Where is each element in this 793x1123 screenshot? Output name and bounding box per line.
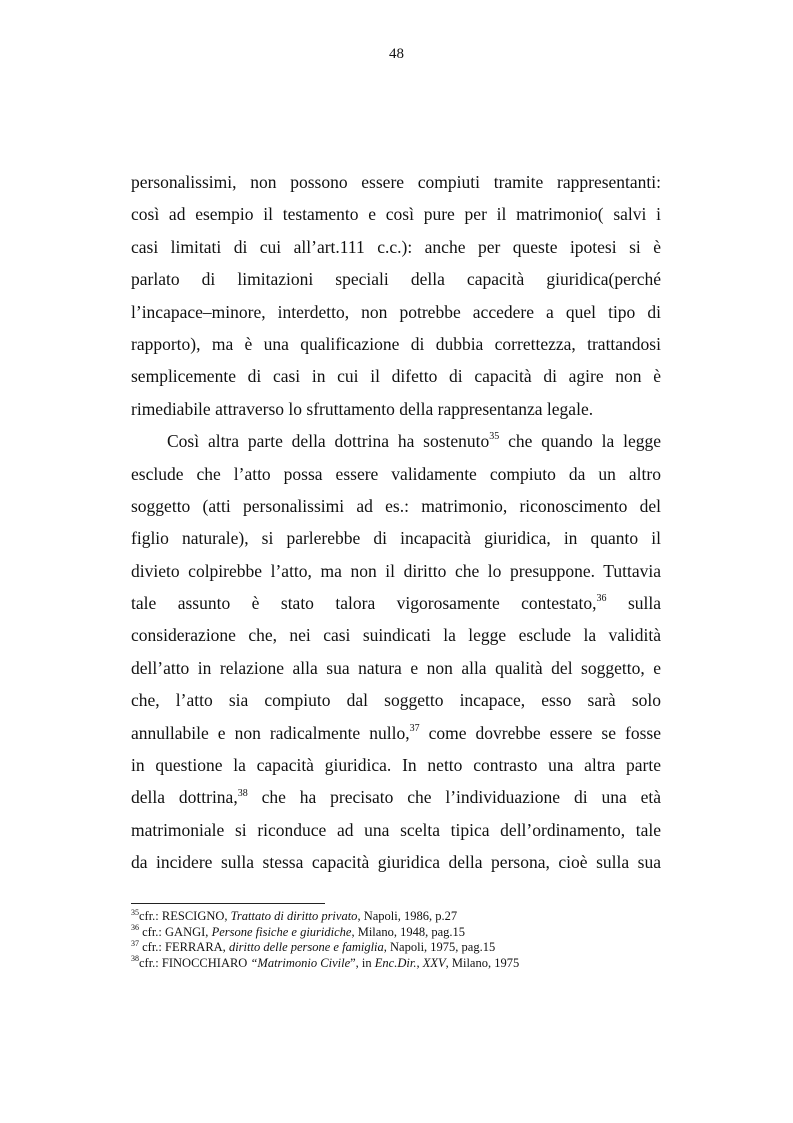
text-line: in questione la capacità giuridica. In netto contrasto una altra parte	[131, 755, 661, 776]
text-line	[131, 587, 661, 619]
text-span: annullabile e non radicalmente nullo,	[131, 722, 410, 743]
text-line: dell’atto in relazione alla sua natura e non alla qualità del soggetto, e	[131, 657, 661, 678]
footnote-text: cfr.: FERRARA,	[139, 940, 229, 954]
text-line: personalissimi, non possono essere compiuti tramite rappresentanti:	[131, 172, 661, 192]
text-line	[131, 425, 661, 457]
footnote-title: Persone fisiche e giuridiche	[211, 924, 352, 939]
text-line: considerazione che, nei casi suindicati la legge esclude la validità	[131, 625, 661, 646]
text-span: che quando la legge	[499, 431, 661, 452]
text-line	[131, 781, 661, 813]
text-line: così ad esempio il testamento e così pure per il matrimonio( salvi i	[131, 204, 661, 225]
text-line	[131, 717, 661, 749]
footnote-number: 37	[131, 938, 139, 948]
footnote-ref[interactable]: 35	[489, 431, 500, 443]
footnote-ref[interactable]: 36	[596, 593, 607, 605]
page-number: 48	[389, 46, 404, 62]
footnote-divider	[131, 903, 325, 904]
text-line: matrimoniale si riconduce ad una scelta tipica dell’ordinamento, tale	[131, 819, 661, 840]
footnote	[131, 956, 671, 972]
footnote-ref[interactable]: 37	[409, 722, 420, 734]
footnote-text: , Milano, 1948, pag.15	[351, 924, 466, 939]
text-line: che, l’atto sia compiuto dal soggetto incapace, esso sarà solo	[131, 690, 661, 711]
footnote-text: cfr.: GANGI,	[139, 924, 212, 939]
footnote-title: Trattato di diritto privato	[230, 909, 358, 923]
text-line: l’incapace–minore, interdetto, non potrebbe accedere a quel tipo di	[131, 301, 661, 322]
footnote-text: cfr.: RESCIGNO,	[139, 909, 231, 923]
text-span: come dovrebbe essere se fosse	[419, 722, 661, 743]
footnote-title: “Matrimonio Civile	[250, 955, 351, 970]
text-line: casi limitati di cui all’art.111 c.c.): anche per queste ipotesi si è	[131, 236, 661, 257]
footnote-title: Enc.Dir., XXV	[374, 955, 446, 970]
text-line: rapporto), ma è una qualificazione di dubbia correttezza, trattandosi	[131, 333, 661, 354]
text-line: esclude che l’atto possa essere validamente compiuto da un altro	[131, 463, 661, 484]
text-line: semplicemente di casi in cui il difetto di capacità di agire non è	[131, 366, 661, 387]
text-span: tale assunto è stato talora vigorosamente contestato,	[131, 593, 597, 614]
text-span: Così altra parte della dottrina ha sostenuto	[167, 431, 490, 452]
text-line: da incidere sulla stessa capacità giuridica della persona, cioè sulla sua	[131, 852, 661, 873]
footnote-text: ”, in	[350, 955, 375, 970]
footnote	[131, 940, 671, 956]
text-line: soggetto (atti personalissimi ad es.: matrimonio, riconoscimento del	[131, 495, 661, 516]
body-text	[131, 166, 661, 879]
footnote-number: 35	[131, 907, 139, 917]
text-span: che ha precisato che l’individuazione di una età	[247, 787, 661, 808]
text-line: figlio naturale), si parlerebbe di incapacità giuridica, in quanto il	[131, 528, 661, 549]
footnote-text: cfr.: FINOCCHIARO	[139, 955, 251, 970]
footnote-number: 38	[131, 954, 139, 964]
text-span: della dottrina,	[131, 787, 238, 808]
footnote	[131, 909, 671, 925]
text-span: sulla	[606, 593, 661, 614]
footnote-title: diritto delle persone e famiglia	[228, 940, 384, 954]
text-line: parlato di limitazioni speciali della capacità giuridica(perché	[131, 269, 661, 290]
text-line: rimediabile attraverso lo sfruttamento della rappresentanza legale.	[131, 398, 594, 419]
footnote-text: , Napoli, 1975, pag.15	[383, 940, 496, 954]
footnote-ref[interactable]: 38	[237, 787, 248, 799]
footnote-number: 36	[131, 923, 139, 933]
footnote	[131, 925, 671, 941]
footnote-text: , Napoli, 1986, p.27	[357, 909, 458, 923]
text-line: divieto colpirebbe l’atto, ma non il diritto che lo presuppone. Tuttavia	[131, 560, 661, 581]
footnote-text: , Milano, 1975	[445, 955, 520, 970]
footnotes	[131, 909, 671, 971]
